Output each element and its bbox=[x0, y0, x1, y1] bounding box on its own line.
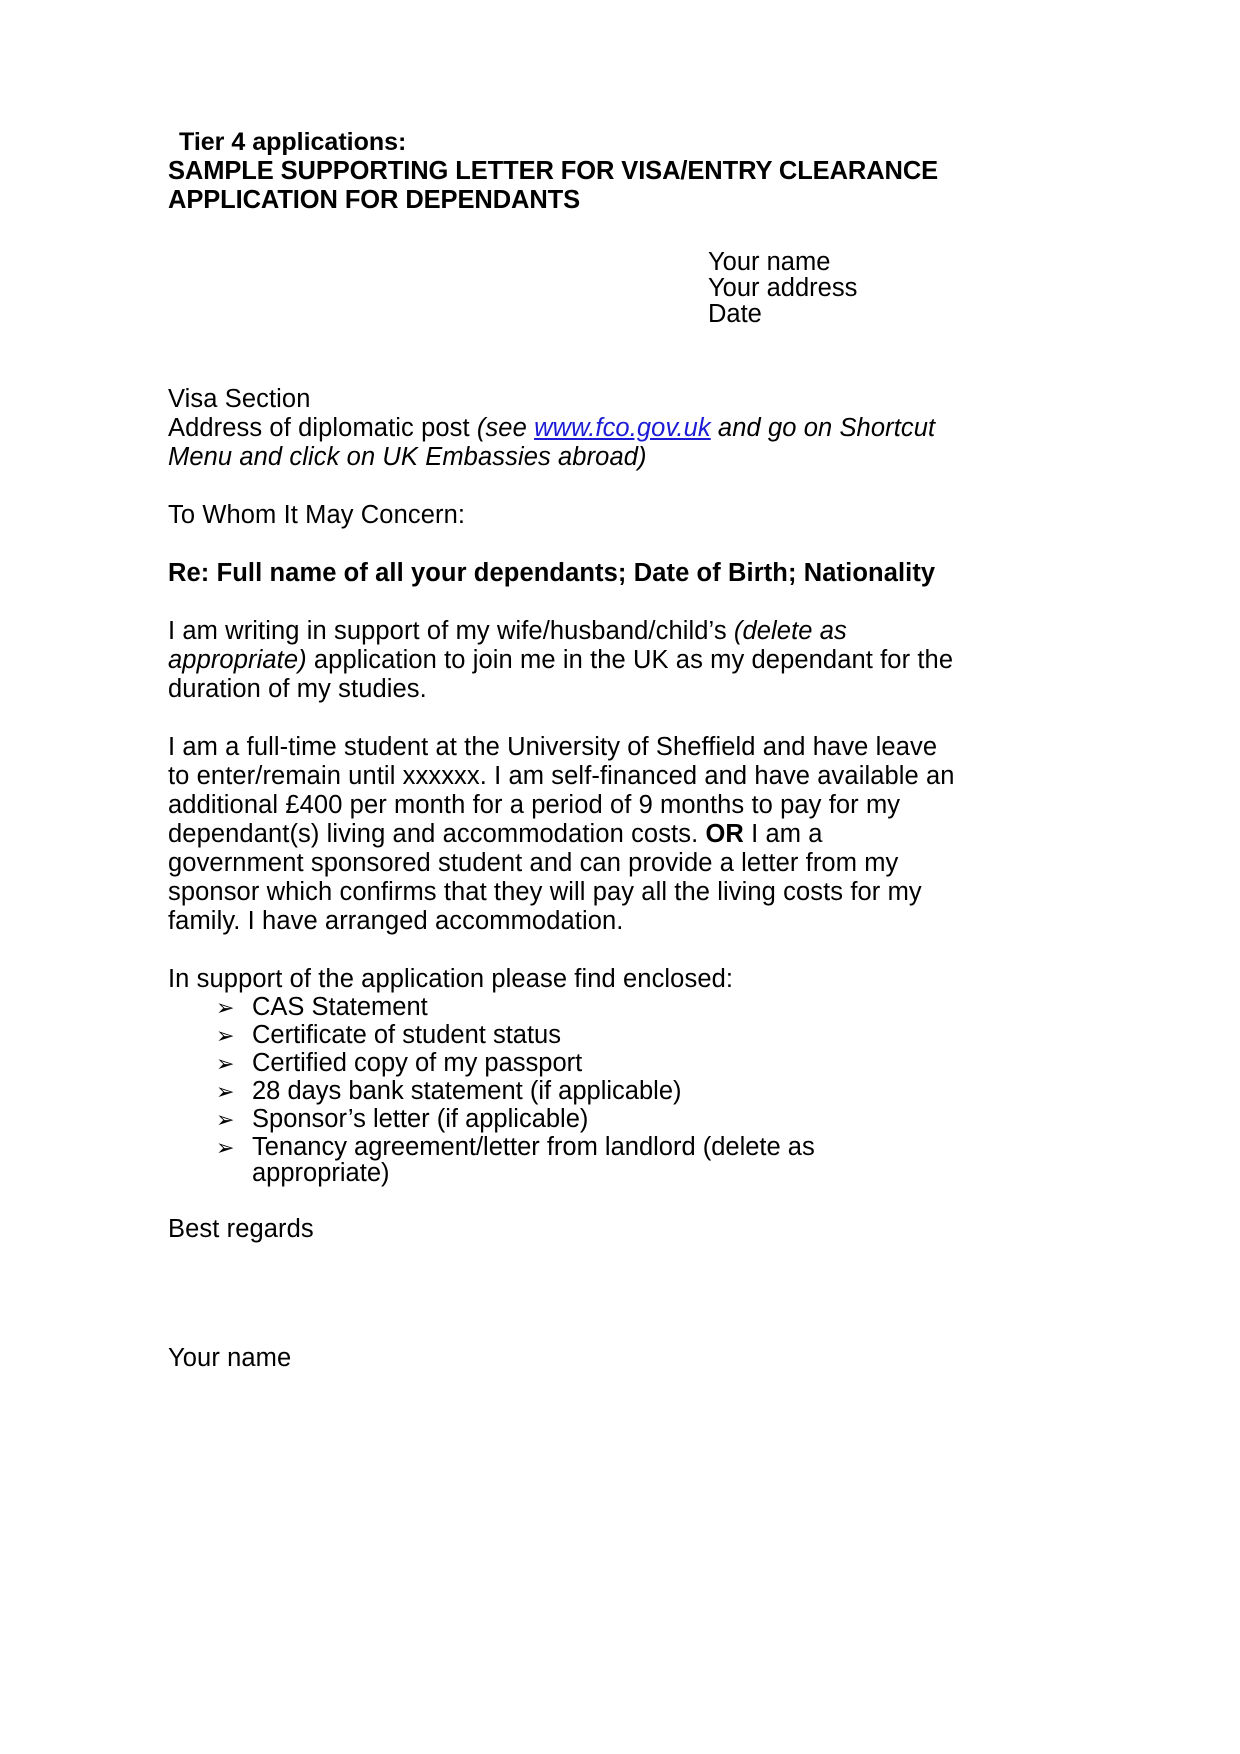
list-item-label: 28 days bank statement (if applicable) bbox=[252, 1077, 682, 1105]
signature-space bbox=[168, 1244, 958, 1320]
signature-name: Your name bbox=[168, 1344, 292, 1372]
paragraph-2 bbox=[168, 733, 958, 936]
signature-space-extra bbox=[168, 1320, 958, 1344]
sender-block bbox=[168, 249, 958, 327]
list-item-label: Certified copy of my passport bbox=[252, 1049, 583, 1077]
recipient-address-prefix: Address of diplomatic post bbox=[168, 414, 477, 442]
header-title-line-2: APPLICATION FOR DEPENDANTS bbox=[168, 186, 581, 214]
arrow-bullet-icon: ➢ bbox=[216, 1052, 235, 1077]
salutation: To Whom It May Concern: bbox=[168, 501, 466, 529]
fco-website-link[interactable]: www.fco.gov.uk bbox=[534, 414, 711, 442]
list-item-label: CAS Statement bbox=[252, 993, 428, 1021]
arrow-bullet-icon: ➢ bbox=[216, 996, 235, 1021]
list-item bbox=[216, 1134, 958, 1186]
spacer-before-salutation bbox=[168, 472, 958, 501]
enclosures-list bbox=[168, 994, 958, 1186]
letter-body bbox=[168, 128, 958, 1373]
paragraph-1-part-1: I am writing in support of my wife/husband/child’s bbox=[168, 617, 734, 645]
spacer-before-closing bbox=[168, 1186, 958, 1215]
list-item bbox=[216, 1022, 958, 1050]
list-item bbox=[216, 1078, 958, 1106]
arrow-bullet-icon: ➢ bbox=[216, 1108, 235, 1133]
spacer-before-enclosures bbox=[168, 936, 958, 965]
spacer-after-sender bbox=[168, 327, 958, 385]
sender-name: Your name bbox=[708, 248, 831, 276]
header-title-line-1: SAMPLE SUPPORTING LETTER FOR VISA/ENTRY CLEARANCE bbox=[168, 157, 939, 185]
sender-date: Date bbox=[708, 300, 762, 328]
list-item bbox=[216, 1050, 958, 1078]
header-kicker: Tier 4 applications: bbox=[179, 128, 407, 156]
paragraph-2-part-2: I am a government sponsored student and can provide a letter from my sponsor which confirms that they will pay all the living costs for my family. I have arranged accommodation. bbox=[168, 820, 922, 935]
sender-address: Your address bbox=[708, 274, 858, 302]
enclosures-intro: In support of the application please find enclosed: bbox=[168, 965, 734, 993]
recipient-address-line bbox=[168, 414, 958, 472]
closing-line: Best regards bbox=[168, 1215, 314, 1243]
paragraph-1-italic-note: (delete as appropriate) bbox=[168, 617, 847, 674]
subject-line: Re: Full name of all your dependants; Date of Birth; Nationality bbox=[168, 559, 936, 587]
arrow-bullet-icon: ➢ bbox=[216, 1024, 235, 1049]
recipient-paren-open: (see bbox=[476, 414, 535, 442]
paragraph-2-part-1: I am a full-time student at the University of Sheffield and have leave to enter/remain until xxxxxx. I am self-financed and have available an additional £400 per month for a period of 9 months to pay for my dependant(s) living and accommodation costs. bbox=[168, 733, 955, 848]
spacer-before-paragraph-1 bbox=[168, 588, 958, 617]
arrow-bullet-icon: ➢ bbox=[216, 1080, 235, 1105]
recipient-paren-rest: and go on Shortcut Menu and click on UK Embassies abroad) bbox=[168, 414, 936, 471]
spacer-before-subject bbox=[168, 530, 958, 559]
paragraph-2-or-emphasis: OR bbox=[705, 820, 744, 848]
recipient-line: Visa Section bbox=[168, 385, 311, 413]
list-item-label: Certificate of student status bbox=[252, 1021, 561, 1049]
list-item-label: Tenancy agreement/letter from landlord (delete as appropriate) bbox=[252, 1133, 815, 1187]
list-item bbox=[216, 1106, 958, 1134]
paragraph-1 bbox=[168, 617, 958, 704]
paragraph-1-part-2: application to join me in the UK as my dependant for the duration of my studies. bbox=[168, 646, 954, 703]
arrow-bullet-icon: ➢ bbox=[216, 1136, 235, 1161]
list-item-label: Sponsor’s letter (if applicable) bbox=[252, 1105, 589, 1133]
list-item bbox=[216, 994, 958, 1022]
spacer-before-paragraph-2 bbox=[168, 704, 958, 733]
